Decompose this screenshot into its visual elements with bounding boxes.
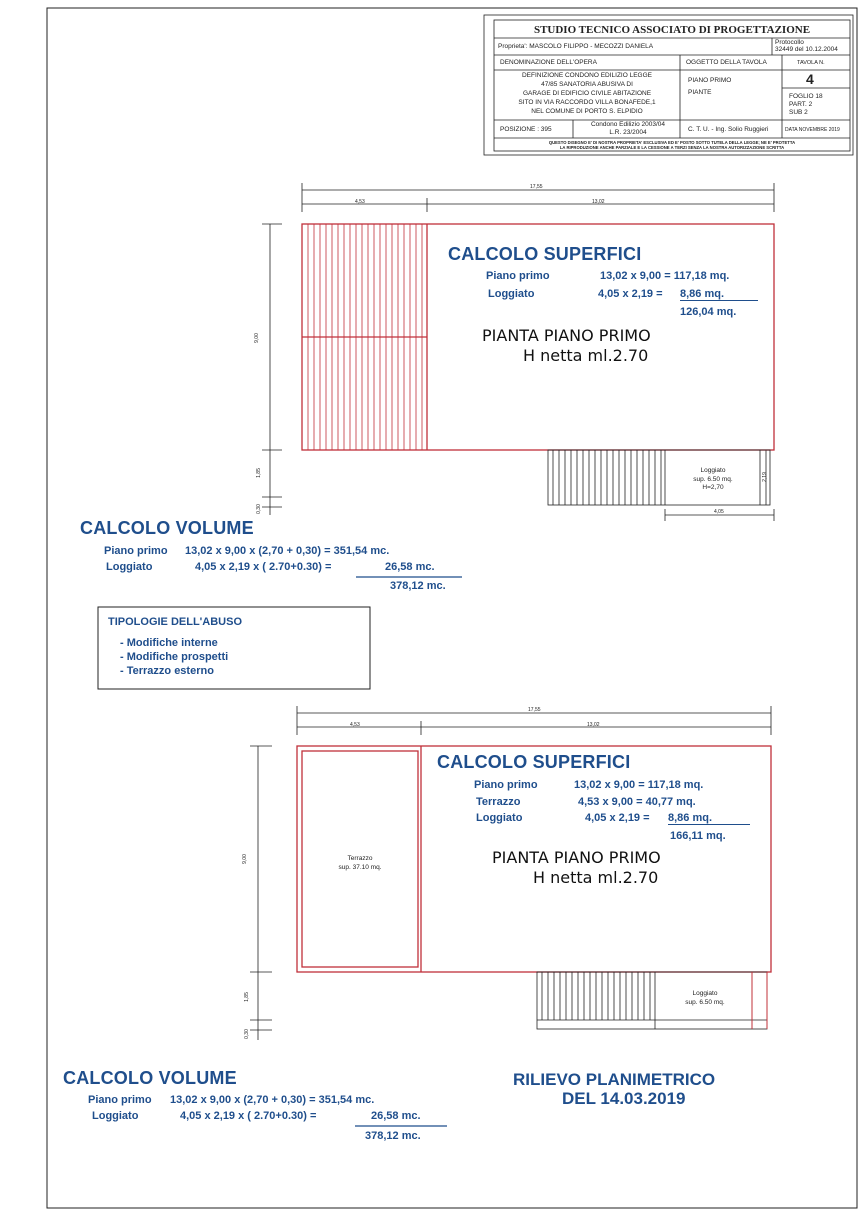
plan1-dim-loggia-height: 2,19 [761,472,768,482]
posizione: POSIZIONE : 395 [500,126,552,133]
plan1-sup-label-piano: Piano primo [486,270,550,282]
plan1-sup-value-loggiato: 8,86 mq. [680,288,758,301]
volume1-label-piano: Piano primo [104,545,168,557]
plan1-dim-vertical-tiny: 0,30 [255,504,262,514]
catasto-part: PART. 2 [789,101,813,108]
tavola-label: TAVOLA N. [797,60,825,66]
ctu: C. T. U. - Ing. Solio Ruggieri [688,126,769,133]
volume1-total: 378,12 mc. [390,580,446,592]
tipologie-title: TIPOLOGIE DELL'ABUSO [108,616,243,628]
plan1-dim-vertical: 9,00 [253,333,260,343]
oggetto-line-1: PIANO PRIMO [688,77,732,84]
volume2-value-loggiato: 26,58 mc. [371,1110,421,1122]
plan2-dim-right: 13,02 [587,722,600,728]
volume2-total: 378,12 mc. [365,1130,421,1142]
plan1-dim-loggia-width: 4,05 [714,509,724,515]
oggetto-label: OGGETTO DELLA TAVOLA [686,59,767,66]
plan1-sup-expr-loggiato: 4,05 x 2,19 = [598,288,663,300]
volume1-title: CALCOLO VOLUME [80,518,254,538]
rilievo-line-1: RILIEVO PLANIMETRICO [513,1070,716,1089]
plan2-sup-label-loggiato: Loggiato [476,812,523,824]
plan2-sup-total: 166,11 mq. [670,830,726,842]
plan2-dim-left: 4,53 [350,722,360,728]
plan2-altezza: H netta ml.2.70 [533,868,659,887]
plan2-sup-label-terrazzo: Terrazzo [476,796,521,808]
plan2-loggia-slats [542,972,650,1020]
plan1-dim-total: 17,55 [530,184,543,190]
plan2-sup-value-loggiato: 8,86 mq. [668,812,750,825]
rilievo-line-2: DEL 14.03.2019 [562,1089,686,1108]
volume2-expr-piano: 13,02 x 9,00 x (2,70 + 0,30) = 351,54 mc. [170,1094,375,1106]
plan1-loggia-slats [553,450,661,505]
volume2-label-piano: Piano primo [88,1094,152,1106]
volume2-label-loggiato: Loggiato [92,1110,139,1122]
plan1-pianta-title: PIANTA PIANO PRIMO [482,326,651,345]
volume2-expr-loggiato: 4,05 x 2,19 x ( 2.70+0.30) = [180,1110,317,1122]
plan1-sup-total: 126,04 mq. [680,306,737,318]
plan2-dim-total: 17,55 [528,707,541,713]
tipologie-item-2: - Modifiche prospetti [120,651,229,663]
tipologie-item-1: - Modifiche interne [120,637,218,649]
protocollo-label: Protocollo [775,39,804,46]
sheet-border [47,8,857,1208]
catasto-foglio: FOGLIO 18 [789,93,823,100]
disclaimer-line-1: QUESTO DISEGNO E' DI NOSTRA PROPRIETA' ESCLUSIVA ED E' POSTO SOTTO TUTELA DELLA LEGGE; NE E' PROTETTA [548,140,796,145]
volume1-label-loggiato: Loggiato [106,561,153,573]
plan2-sup-expr-piano: 13,02 x 9,00 = 117,18 mq. [574,779,704,791]
tipologie-item-3: - Terrazzo esterno [120,665,214,677]
volume2-title: CALCOLO VOLUME [63,1068,237,1088]
data-tavola: DATA NOVEMBRE 2019 [785,127,840,133]
plan2-terrazzo-label: Terrazzo [347,855,373,862]
plan2-loggiato-label: Loggiato [692,990,718,997]
disclaimer-line-2: LA RIPRODUZIONE ANCHE PARZIALE E LA CESSIONE A TERZI SENZA LA NOSTRA AUTORIZZAZIONE SCRITTA [559,145,785,150]
plan1-superfici-title: CALCOLO SUPERFICI [448,244,642,264]
opera-line-5: NEL COMUNE DI PORTO S. ELPIDIO [531,108,643,115]
plan2-dim-vertical-tiny: 0,30 [243,1029,250,1039]
plan2-superfici-title: CALCOLO SUPERFICI [437,752,631,772]
plan1-dim-right: 13,02 [592,199,605,205]
plan1-loggiato-label: Loggiato [700,467,726,474]
plan1-dim-left: 4,53 [355,199,365,205]
condono-line-1: Condono Edilizio 2003/04 [590,121,666,128]
plan2-sup-expr-loggiato: 4,05 x 2,19 = [585,812,650,824]
volume1-expr-loggiato: 4,05 x 2,19 x ( 2.70+0.30) = [195,561,332,573]
volume1-value-loggiato: 26,58 mc. [385,561,435,573]
plan1-loggiato-sup: sup. 6.50 mq. [693,476,733,483]
plan2-terrazzo-sup: sup. 37.10 mq. [338,864,382,871]
plan2-sup-expr-terrazzo: 4,53 x 9,00 = 40,77 mq. [578,796,696,808]
opera-line-4: SITO IN VIA RACCORDO VILLA BONAFEDE,1 [518,99,656,106]
opera-line-1: DEFINIZIONE CONDONO EDILIZIO LEGGE [521,72,653,79]
plan1-altezza: H netta ml.2.70 [523,346,649,365]
oggetto-line-2: PIANTE [688,89,712,96]
plan2-dim-vertical: 9,00 [241,854,248,864]
plan2-loggiato-sup: sup. 6.50 mq. [685,999,725,1006]
plan1-sup-label-loggiato: Loggiato [488,288,535,300]
catasto-sub: SUB 2 [789,109,808,116]
plan2-sup-label-piano: Piano primo [474,779,538,791]
tavola-number: 4 [806,71,814,87]
plan1-loggiato-h: H=2,70 [702,484,724,491]
plan2-dim-vertical-small: 1,85 [243,992,250,1002]
studio-name: STUDIO TECNICO ASSOCIATO DI PROGETTAZIONE [533,24,811,36]
plan1-sup-expr-piano: 13,02 x 9,00 = 117,18 mq. [600,270,730,282]
protocollo-value: 32449 del 10.12.2004 [775,46,838,53]
plan1-dim-vertical-small: 1,85 [255,468,262,478]
condono-line-2: L.R. 23/2004 [609,129,647,136]
volume1-expr-piano: 13,02 x 9,00 x (2,70 + 0,30) = 351,54 mc. [185,545,390,557]
opera-line-2: 47/85 SANATORIA ABUSIVA DI [541,81,633,88]
opera-line-3: GARAGE DI EDIFICIO CIVILE ABITAZIONE [522,90,652,97]
proprieta: Proprieta': MASCOLO FILIPPO - MECOZZI DANIELA [498,43,654,50]
plan2-pianta-title: PIANTA PIANO PRIMO [492,848,661,867]
denominazione-label: DENOMINAZIONE DELL'OPERA [500,59,597,66]
